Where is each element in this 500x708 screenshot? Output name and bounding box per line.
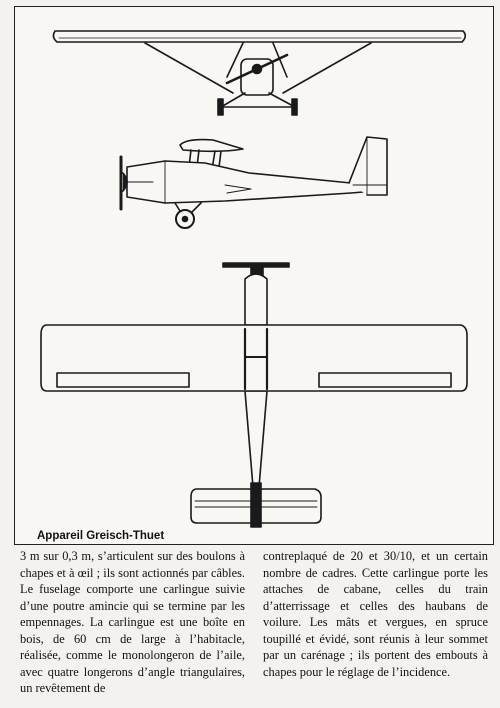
text-column-left: 3 m sur 0,3 m, s’articulent sur des boulons à chapes et à œil ; ils sont actionnés par câbles. Le fuselage comporte une carlingue suivie d’une poutre amincie qui se termine par les empennages. La carlingue est une boîte en bois, de 60 cm de large à l’habitacle, réalisée, comme le monolongeron de l’aile, avec quatre longerons d’angle triangulaires, un revêtement de bbox=[20, 549, 245, 695]
text-column-right: contreplaqué de 20 et 30/10, et un certain nombre de cadres. Cette carlingue porte les attaches de cabane, celles du train d’atterrissage et celles des haubans de voilure. Les mâts et vergues, en spruce toupillé et évidé, sont réunis à leur sommet par un carénage ; ils portent des embouts à chapes pour le réglage de l’incidence. bbox=[263, 549, 488, 679]
front-view bbox=[53, 31, 465, 115]
body-text bbox=[20, 548, 488, 706]
figure-caption: Appareil Greisch-Thuet bbox=[37, 530, 165, 542]
figure-frame bbox=[14, 6, 494, 545]
aircraft-three-view-drawing bbox=[15, 7, 493, 544]
side-view bbox=[121, 137, 387, 228]
top-view bbox=[41, 263, 467, 527]
